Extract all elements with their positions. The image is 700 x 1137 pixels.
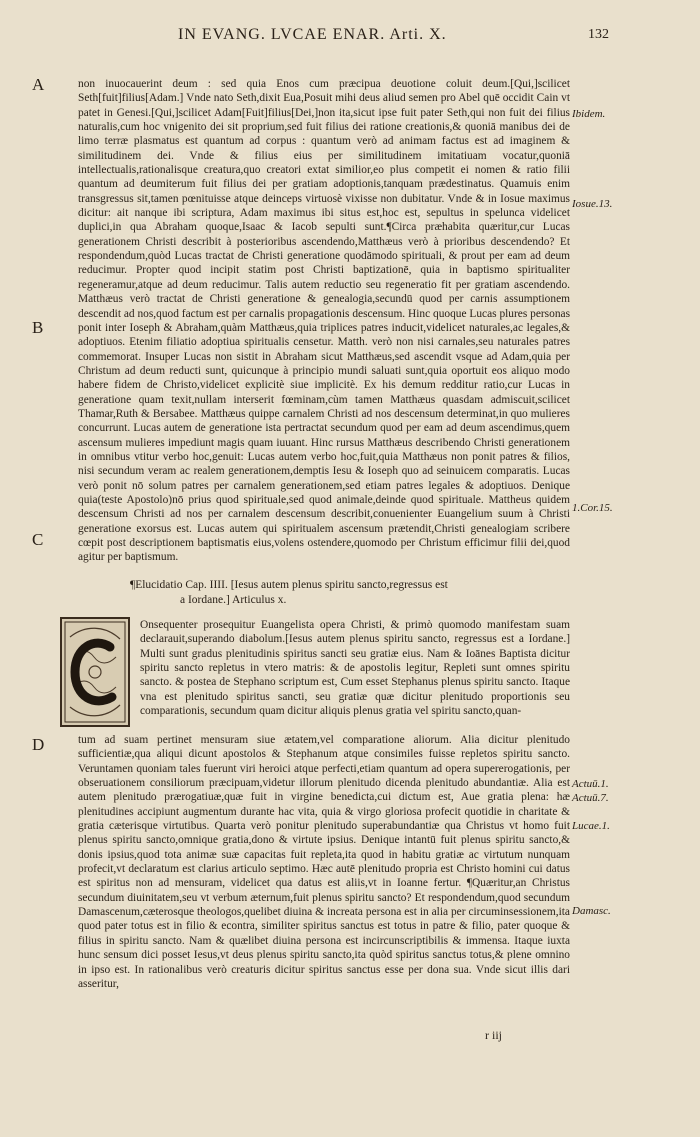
sidenote-ibidem: Ibidem.	[572, 108, 606, 120]
sidenote-iosue: Iosue.13.	[572, 198, 613, 210]
sidenote-acts-1: Actuū.1.	[572, 778, 609, 790]
margin-letter-a: A	[32, 75, 45, 94]
sidenote-corinthians: 1.Cor.15.	[572, 502, 613, 514]
commentary-block-d-intro	[140, 618, 570, 718]
sidenote-luke: Lucae.1.	[572, 820, 610, 832]
caption-line-2: a Iordane.] Articulus x.	[180, 594, 287, 606]
commentary-paragraph-continued: tum ad suam pertinet mensuram siue ætatem,vel comparatione aliorum. Alia dicitur plenitudo sufficientiæ,qua aliqui dicunt apostolos & Stephanum atque consimiles fuisse repletos spiritu sancto. Veruntamen quoniam tales fuerunt viri heroici atque perfecti,etiam quantum ad opera supererogationis, per obseruationem consiliorum præcipuam,videtur illorum plenitudo dicenda plenitudo abundantiæ. Alia est autem plenitudo prærogatiuæ,quæ fuit in virgine benedicta,cui dictum est, Aue gratia plena: hæ plenitudines accipiunt augmentum durante hac vita, quia & virgo gloriosa profecit quotidie in charitate & gratia cæterisque virtutibus. Quarta verò ponitur plenitudo superabundantiæ qua Christus vt homo fuit plenus spiritu sancto,omnique gratia,dono & virtute ipsius. Denique intantū fuit plenus spiritu sancto,& donis ipsius,quod tota animæ suæ capacitas fuit repleta,ita quod in habitu gratiæ ac virtutum nunquam profecit,vt declaratum est clarius articulo septimo. Hæc autē plenitudo propria est Christo homini cui datus est spiritus non ad mensuram, videlicet qua datus est aliis,vt in Ioanne fertur. ¶Quæritur,an Christus secundum diuinitatem,seu vt verbum æternum,fuit plenus spiritu sancto? Et respondendum,quod secundum Damascenum,cæterosque theologos,quelibet diuina & increata persona est in alia per circuminsessionem,ita quod pater totus est in filio & econtra, similiter spiritus sanctus est totus in patre & filio, pater quoque & filius in spiritu sancto. Nam & quælibet diuina persona est incircunscriptibilis & immensa. Itaque iuxta hunc sensum dici posset Iesus,vt deus plenus spiritu sancto,ita quòd spiritus sanctus totus,& plene omnino in ipso est. In rationalibus verò creaturis dicitur spiritus sanctus esse per dona sua. Vnde sicut illis dari asseritur,	[78, 734, 570, 990]
margin-letter-d: D	[32, 735, 45, 754]
sidenote-damascenus: Damasc.	[572, 905, 611, 917]
margin-letter-b: B	[32, 318, 44, 337]
running-title: IN EVANG. LVCAE ENAR. Arti. X.	[178, 26, 447, 43]
folio-number: 132	[588, 27, 609, 42]
commentary-paragraph-intro: Onsequenter prosequitur Euangelista opera Christi, & primò quomodo manifestam suam declarauit,superando diabolum.[Iesus autem plenus spiritu sancto, regressus est a Iordane.] Multi sunt gradus plenitudinis spiritus sancti seu gratiæ eius. Nam & Ioānes Baptista dicitur spiritu sancto repletus in vtero matris: & de apostolis legitur, Repleti sunt omnes spiritu sancto. & postea de Stephano scriptum est, Cum esset Stephanus plenus spiritu sancto. Itaque vna est plenitudo spiritus sancti, seu gratiæ quæ dicitur plenitudo proportionis seu comparationis, secundum quam dicitur aliquis plenus gratia vel spiritu sancto,quan-	[140, 619, 570, 718]
commentary-block-a	[78, 77, 570, 565]
commentary-paragraph: non inuocauerint deum : sed quia Enos cum præcipua deuotione coluit deum.[Qui,]scilicet Seth[fuit]filius[Adam.] Vnde nato Seth,dixit Eua,Posuit mihi deus aliud semen pro Abel quē occidit Cain vt patet in Genesi.[Qui,]scilicet Adam[Fuit]filius[Dei,]non ita,sicut ipse fuit pater Seth,qui non fuit dei filius naturalis,cum hoc vnigenito dei sit proprium,sed fuit filius dei ratione creationis,& quoniā manibus dei de limo terræ plasmatus est quantum ad corpus : quantum verò ad animam factus est ad imaginem & similitudinem dei. Vnde & filius eius per similitudinem imitatiuam vocatur,quoniā intellectualis,rationalisque creatura,quo creatori extat similior,eo plus competit ei nomen & ratio filii quantum ad deumiterum fuit filius dei per gratiam adoptionis,tanquam prædestinatus. Quamuis enim transgressus sit,tamen pœnituisse atque deinceps virtuosè vixisse non dubitatur. Vnde & in Iosue maximus dicitur: ait nanque ibi scriptura, Adam maximus ibi situs est,hoc est, sepultus in spelunca videlicet duplici,in qua Abraham quoque,Isaac & Iacob sepulti sunt.¶Circa præhabita quæritur,cur Lucas generationem Christi describit à posterioribus ascendendo,Matthæus verò à prioribus descendendo? Et respondendum,quòd Lucas tractat de Christi generatione quodāmodo spirituali, & prout per eam ad deum reducimur. Propter quod incipit statim post Christi baptizationē, quia in baptismo spiritualiter regeneramur,atque ad deum reducimur. Talis autem reductio seu regeneratio fit per gratiam ascendendo. Matthæus verò tractat de Christi generatione & genealogia,secundū quod per carnis assumptionem descendit ad nos,quod factum est per carnalis propagationis descensum. Hinc quoque Lucas plures personas ponit inter Ioseph & Abraham,quàm Matthæus,quia triplices patres inducit,videlicet naturales,ac legales,& adoptiuos. Etenim filiatio adoptiua spiritualis censetur. Matth. verò non nisi carnales,seu naturales patres commemorat. Insuper Lucas non sistit in Abraham sicut Matthæus,sed ascendit vsque ad Adam,quia per Christum ad deum reducti sunt, quicunque à principio mundi saluati sunt,quia oportuit eos aliquo modo habere fidem de Christo,videlicet explicitè siue implicitè. Ex his demum redditur ratio,cur Lucas in generatione quam texit,nullam interserit fœminam,cùm tamen Matthæus quasdam admiscuit,scilicet Thamar,Ruth & Bersabee. Matthæus quippe carnalem Christi ad nos descensum determinat,in quo mulieres concurrunt. Lucas autem de generatione ista pertractat secundum quod per eam ad deum ascendimus,quem ascensum mulieres impediunt magis quam iuuant. Hinc rursus Matthæus describendo Christi generationem in omnibus vtitur verbo hoc,genuit: Lucas autem verbo hoc,fuit,quia Matthæus non ponit patres & filios, nisi secundum veram ac realem generationem,demptis Iesu & Ioseph quo ad seinuicem comparatis. Lucas verò ponit nō solum patres per carnalem generationem,sed etiam patres legales & adoptiuos. Denique quia(teste Apostolo)nō prius quod spirituale,sed quod animale,deinde quod spirituale. Mattheus quidem descensum Christi ad nos per carnalem descensum describit,conuenienter Euangelium suum à Christi generatione exorsus est. Lucas autem qui spiritualem ascensum prætendit,Christi genealogiam scribere cœpit post descriptionem baptismatis eius,volens ostendere,quomodo per Christum efficimur filii dei,quod agitur per baptismum.	[78, 78, 570, 564]
margin-letter-c: C	[32, 530, 44, 549]
signature-mark: r iij	[485, 1028, 502, 1042]
section-caption	[130, 578, 550, 608]
decorated-initial-c	[60, 617, 130, 727]
sidenote-acts-7: Actuū.7.	[572, 792, 609, 804]
page-header	[0, 26, 700, 50]
commentary-block-d	[78, 733, 570, 991]
caption-line-1: ¶Elucidatio Cap. IIII. [Iesus autem plenus spiritu sancto,regressus est	[130, 579, 448, 591]
